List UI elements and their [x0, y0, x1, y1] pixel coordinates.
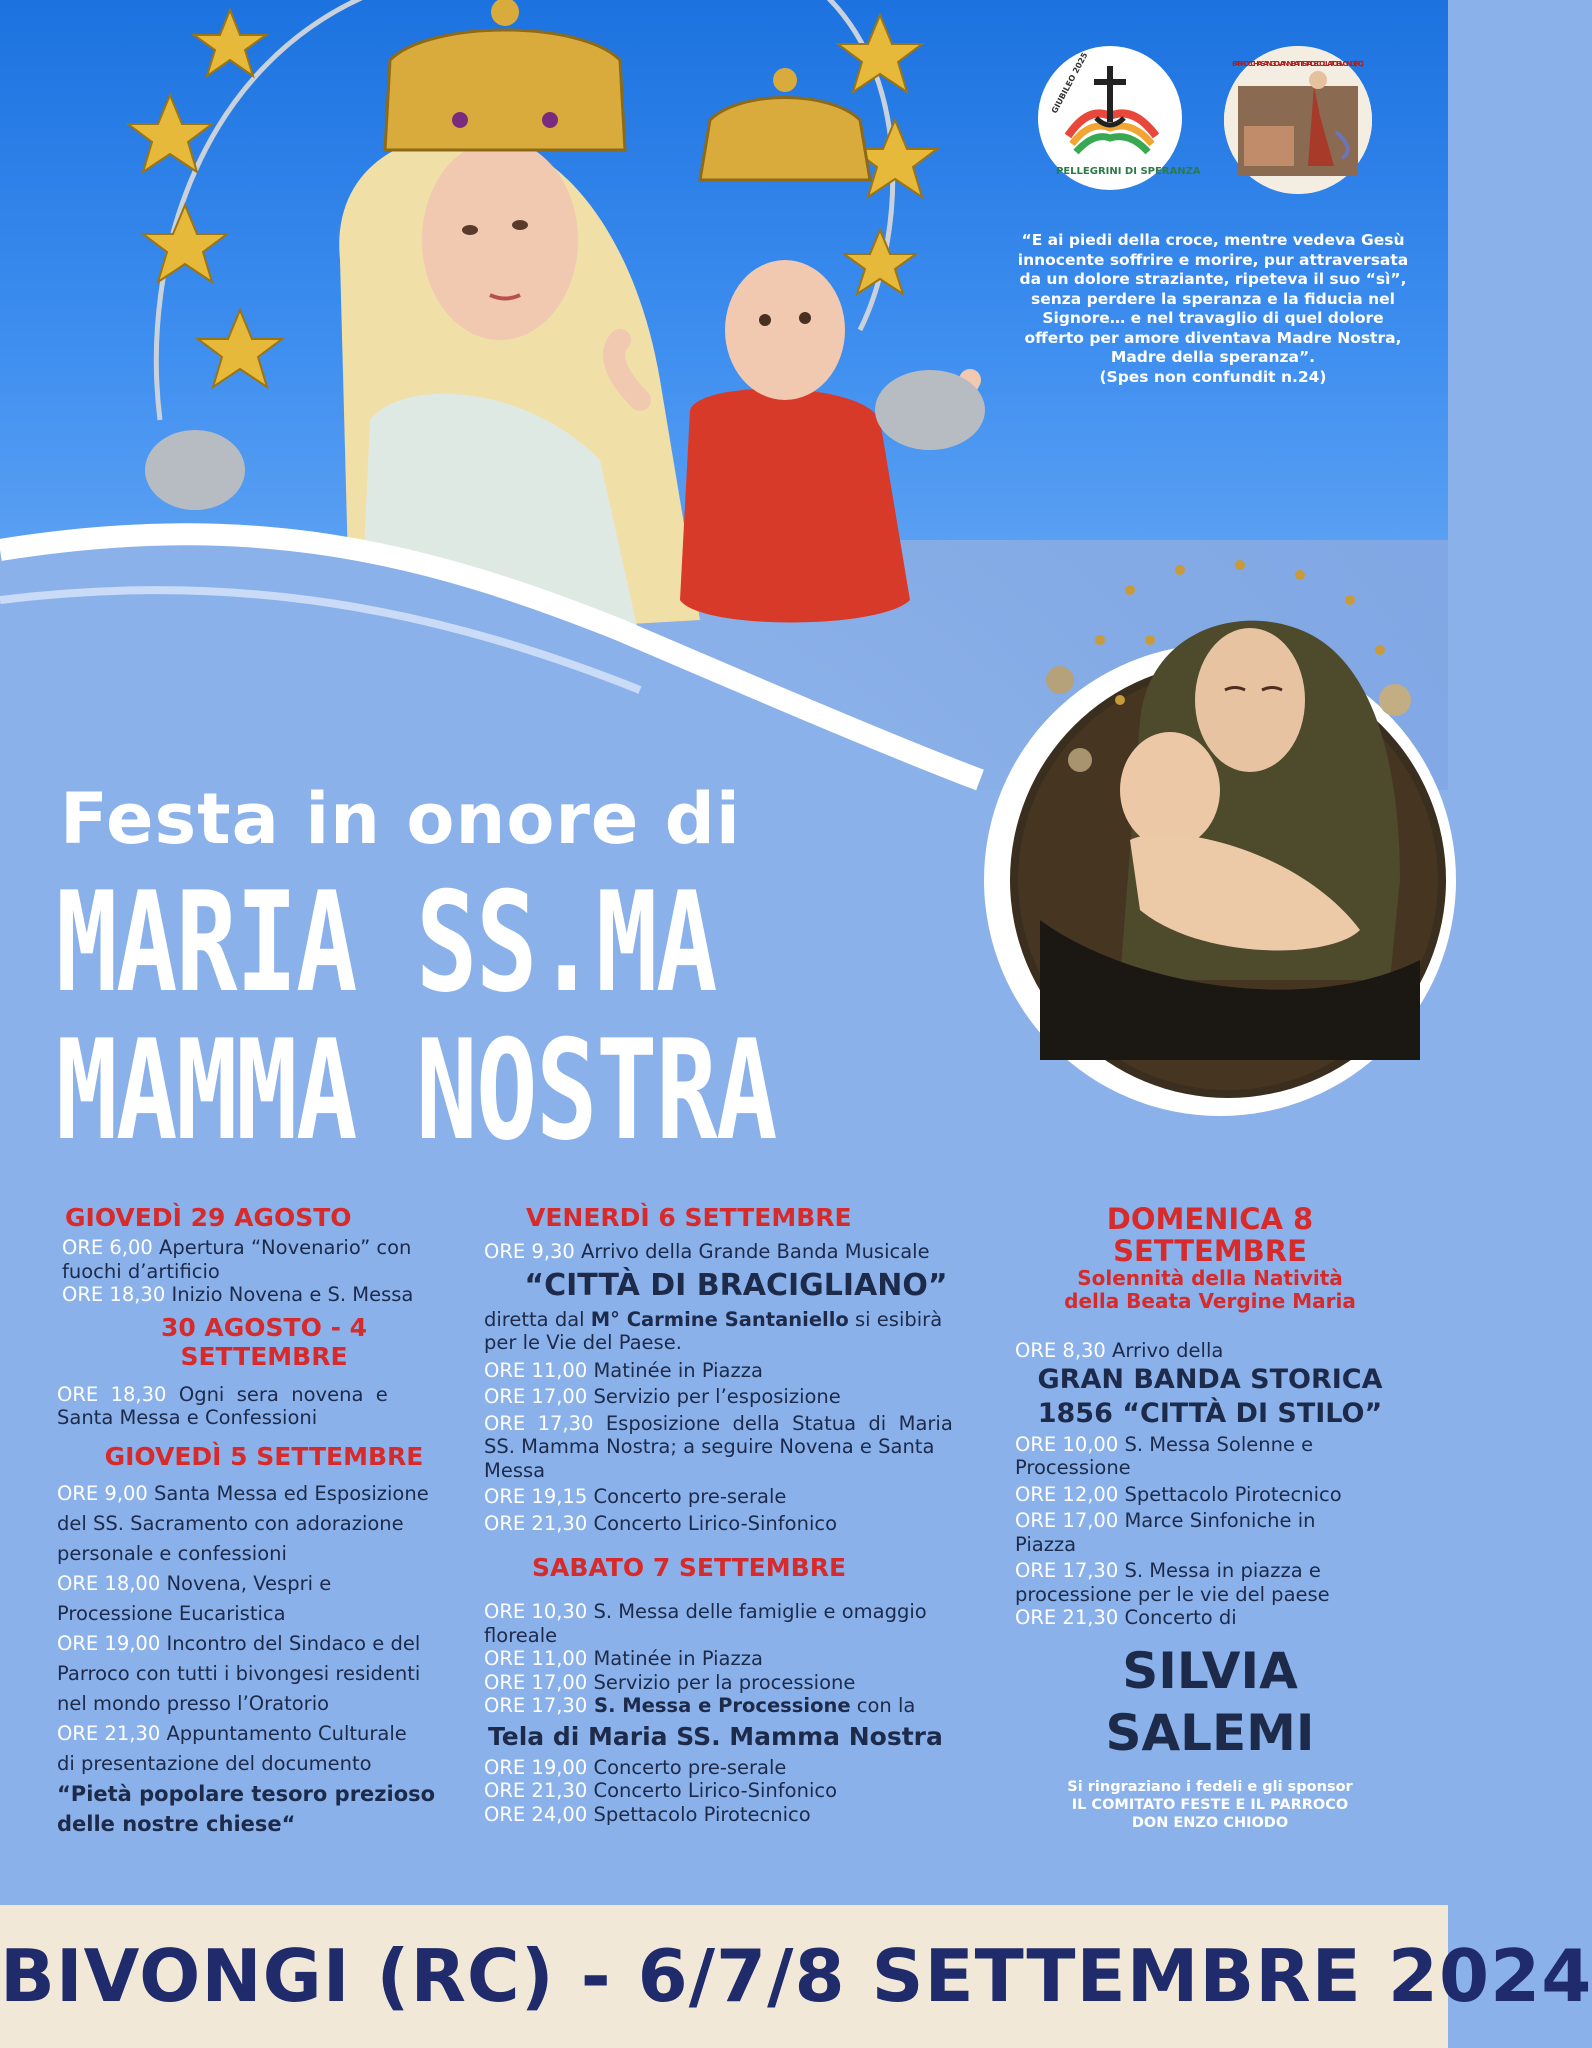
event-text: Arrivo della [1105, 1339, 1224, 1362]
event-text: S. Messa Solenne e [1118, 1432, 1314, 1456]
event-time: ORE 17,30 [484, 1694, 588, 1717]
day-heading: SETTEMBRE [180, 1341, 348, 1371]
event-time: ORE 17,30 [1015, 1559, 1119, 1582]
event-text: Inizio Novena e S. Messa [165, 1283, 414, 1306]
band-name: “CITTÀ DI BRACIGLIANO” [524, 1267, 948, 1303]
event-time: ORE 18,30 [57, 1382, 167, 1406]
event-text: Arrivo della Grande Banda Musicale [574, 1240, 930, 1263]
event-text: S. Messa e Processione [587, 1694, 851, 1717]
painting-medallion [984, 560, 1456, 1116]
quote-line: “E ai piedi della croce, mentre vedeva Gesù [1021, 231, 1405, 249]
event-time: ORE 24,00 [484, 1802, 588, 1826]
day-subtitle: Solennità della Natività [1077, 1266, 1343, 1290]
event-text: del SS. Sacramento con adorazione [57, 1511, 404, 1535]
footer-location-dates: BIVONGI (RC) - 6/7/8 SETTEMBRE 2024 [0, 1934, 1592, 2018]
event-text: Matinée in Piazza [587, 1647, 763, 1670]
event-text: processione per le vie del paese [1015, 1582, 1330, 1606]
band-name: 1856 “CITTÀ DI STILO” [1037, 1397, 1383, 1429]
star-3 [143, 205, 227, 282]
thanks-line: DON ENZO CHIODO [1131, 1814, 1289, 1831]
parrocchia-logo [1224, 46, 1372, 194]
title-mamma-nostra: MAMMA NOSTRA [56, 1010, 777, 1171]
event-text: fuochi d’artificio [62, 1259, 220, 1283]
title-maria: MARIA SS.MA [56, 862, 717, 1023]
event-text: per le Vie del Paese. [484, 1331, 682, 1354]
event-time: ORE 9,00 [57, 1481, 148, 1505]
event-text: Piazza [1015, 1532, 1077, 1556]
document-title: “Pietà popolare tesoro prezioso [57, 1781, 436, 1806]
event-text: Servizio per l’esposizione [587, 1385, 841, 1408]
event-text: Concerto di [1118, 1606, 1237, 1629]
quote-line: Madre della speranza”. [1110, 348, 1316, 366]
event-time: ORE 19,00 [484, 1755, 588, 1779]
title-festa: Festa in onore di [60, 778, 741, 860]
quote-line: offerto per amore diventava Madre Nostra, [1024, 328, 1402, 347]
event-text: Santa Messa e Confessioni [57, 1406, 318, 1429]
event-text: si esibirà [848, 1307, 943, 1331]
event-time: ORE 17,00 [1015, 1509, 1119, 1532]
day-subtitle: della Beata Vergine Maria [1064, 1289, 1356, 1313]
event-text: SS. Mamma Nostra; a seguire Novena e Santa [484, 1435, 935, 1458]
thanks-line: IL COMITATO FESTE E IL PARROCO [1071, 1796, 1349, 1813]
event-time: ORE 18,00 [57, 1571, 161, 1595]
quote-line: Signore… e nel travaglio di quel dolore [1042, 309, 1384, 327]
event-time: ORE 19,15 [484, 1485, 588, 1508]
event-time: ORE 17,30 [484, 1411, 594, 1435]
event-text: Marce Sinfoniche in [1118, 1509, 1316, 1532]
program-column-2 [484, 1203, 988, 1826]
tela-title: Tela di Maria SS. Mamma Nostra [488, 1721, 943, 1751]
event-time: ORE 6,00 [62, 1236, 153, 1259]
document-title: delle nostre chiese“ [57, 1811, 296, 1836]
singer-last-name: SALEMI [1105, 1703, 1315, 1762]
event-time: ORE 9,30 [484, 1240, 575, 1263]
event-time: ORE 19,00 [57, 1631, 161, 1655]
quote-block [1003, 231, 1423, 387]
band-name: GRAN BANDA STORICA [1037, 1363, 1383, 1395]
day-heading: SABATO 7 SETTEMBRE [532, 1553, 847, 1582]
giubileo-bottom-text: PELLEGRINI DI SPERANZA [1056, 166, 1201, 177]
event-time: ORE 11,00 [484, 1647, 588, 1670]
event-text: nel mondo presso l’Oratorio [57, 1691, 330, 1715]
event-text: Servizio per la processione [587, 1670, 856, 1694]
event-text: Concerto Lirico-Sinfonico [587, 1511, 838, 1535]
conductor-name: M° Carmine Santaniello [590, 1307, 849, 1331]
event-time: ORE 10,30 [484, 1600, 588, 1623]
star-4 [198, 310, 282, 387]
day-heading: GIOVEDÌ 29 AGOSTO [65, 1203, 352, 1232]
event-time: ORE 21,30 [57, 1721, 161, 1745]
event-text: Incontro del Sindaco e del [160, 1631, 421, 1655]
quote-line: innocente soffrire e morire, pur attraversata [1017, 250, 1409, 269]
event-text: Processione Eucaristica [57, 1601, 286, 1625]
quote-line: da un dolore straziante, ripeteva il suo “sì”, [1019, 270, 1407, 288]
quote-source: (Spes non confundit n.24) [1099, 367, 1327, 386]
event-text: S. Messa delle famiglie e omaggio [587, 1600, 927, 1623]
day-heading: SETTEMBRE [1113, 1234, 1307, 1268]
event-time: ORE 21,30 [1015, 1606, 1119, 1629]
event-text: Apertura “Novenario” con [152, 1236, 412, 1259]
event-text: con la [850, 1694, 916, 1717]
event-text: personale e confessioni [57, 1541, 287, 1565]
singer-first-name: SILVIA [1122, 1641, 1298, 1700]
day-heading: GIOVEDÌ 5 SETTEMBRE [104, 1441, 424, 1471]
day-heading: DOMENICA 8 [1106, 1202, 1314, 1236]
event-time: ORE 18,30 [62, 1283, 166, 1306]
event-text: Processione [1015, 1456, 1131, 1479]
giubileo-top-text: GIUBILEO 2025 [1049, 51, 1090, 115]
event-text: di presentazione del documento [57, 1751, 372, 1775]
event-time: ORE 11,00 [484, 1358, 588, 1382]
event-text: Parroco con tutti i bivongesi residenti [57, 1661, 421, 1685]
event-text: Matinée in Piazza [587, 1358, 763, 1382]
event-time: ORE 12,00 [1015, 1482, 1119, 1506]
giubileo-logo [1038, 46, 1201, 190]
event-text: Concerto pre-serale [587, 1755, 787, 1779]
event-text: S. Messa in piazza e [1118, 1559, 1321, 1582]
thanks-line: Si ringraziano i fedeli e gli sponsor [1067, 1778, 1353, 1795]
program-column-3 [1015, 1203, 1405, 1832]
day-heading: 30 AGOSTO - 4 [160, 1312, 368, 1342]
event-text: Spettacolo Pirotecnico [587, 1802, 811, 1826]
event-time: ORE 10,00 [1015, 1432, 1119, 1456]
event-text: Ogni sera novena e [166, 1382, 388, 1406]
event-time: ORE 21,30 [484, 1511, 588, 1535]
event-time: ORE 17,00 [484, 1385, 588, 1408]
event-text: Appuntamento Culturale [160, 1721, 407, 1745]
event-text: Novena, Vespri e [160, 1571, 332, 1595]
event-text: floreale [484, 1623, 558, 1647]
quote-line: senza perdere la speranza e la fiducia nel [1031, 289, 1395, 308]
star-1 [194, 10, 266, 76]
day-heading: VENERDÌ 6 SETTEMBRE [526, 1203, 852, 1232]
program-column-1 [57, 1203, 471, 1839]
event-time: ORE 21,30 [484, 1779, 588, 1802]
event-text: Spettacolo Pirotecnico [1118, 1482, 1342, 1506]
event-text: Concerto Lirico-Sinfonico [587, 1779, 838, 1802]
event-time: ORE 8,30 [1015, 1339, 1106, 1362]
event-text: Messa [484, 1458, 546, 1482]
event-text: Santa Messa ed Esposizione [147, 1481, 429, 1505]
parrocchia-text: PARROCCHIA SAN GIOVANNI BATTISTA DECOLLATO BIVONGI (RC) [1232, 60, 1364, 68]
event-text: Concerto pre-serale [587, 1485, 787, 1508]
event-text: Esposizione della Statua di Maria [593, 1411, 953, 1435]
event-time: ORE 17,00 [484, 1670, 588, 1694]
event-text: diretta dal [484, 1307, 591, 1331]
